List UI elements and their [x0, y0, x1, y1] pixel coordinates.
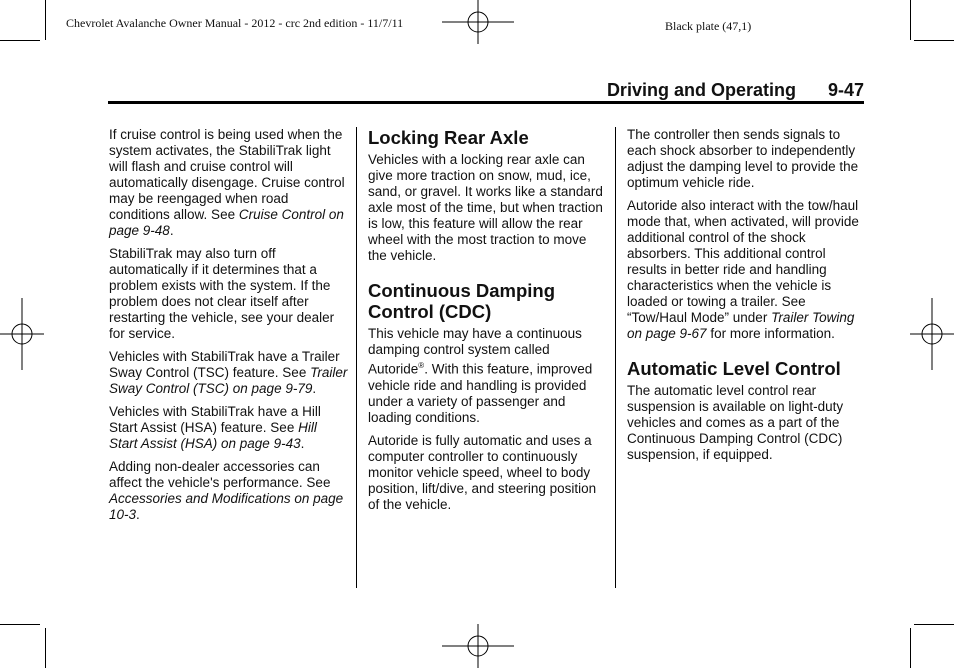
cross-reference: Cruise Control on page 9-48 — [109, 207, 344, 238]
heading-automatic-level-control: Automatic Level Control — [627, 358, 841, 379]
paragraph: This vehicle may have a continuous damping control system called Autoride®. With this feature, improved vehicle ride and handling is provided under a variety of passenger and loading conditions. — [368, 326, 593, 425]
crop-mark — [914, 624, 954, 625]
heading-locking-rear-axle: Locking Rear Axle — [368, 127, 529, 148]
paragraph: Adding non-dealer accessories can affect the vehicle's performance. See Accessories and Modifications on page 10-3. — [109, 459, 344, 522]
column-2 — [368, 127, 608, 520]
cross-reference: Trailer Towing on page 9-67 — [627, 310, 855, 341]
registration-mark — [910, 298, 954, 370]
paragraph: Vehicles with StabiliTrak have a Trailer Sway Control (TSC) feature. See Trailer Sway Control (TSC) on page 9-79. — [109, 349, 348, 396]
paragraph: Vehicles with a locking rear axle can give more traction on snow, mud, ice, sand, or gravel. It works like a standard axle most of the time, but when traction is low, this feature will allow the rear wheel with the most traction to move the vehicle. — [368, 152, 603, 263]
section-header — [500, 80, 864, 102]
paragraph: Autoride is fully automatic and uses a computer controller to continuously monitor vehicle speed, wheel to body position, lift/dive, and steering position of the vehicle. — [368, 432, 597, 512]
section-title: Driving and Operating — [606, 80, 796, 100]
crop-mark — [45, 0, 46, 40]
column-1 — [109, 127, 349, 530]
column-divider — [356, 127, 357, 588]
heading-continuous-damping-control: Continuous Damping Control (CDC) — [368, 280, 556, 322]
crop-mark — [910, 0, 911, 40]
paragraph: If cruise control is being used when the system activates, the StabiliTrak light will flash and cruise control will automatically disengage. Cruise control may be reengaged when road conditions allow. See Cruise Control on page 9-48. — [109, 127, 345, 238]
paragraph: Autoride also interact with the tow/haul mode that, when activated, will provide additional control of the shock absorbers. This additional control results in better ride and handling characteristics when the vehicle is loaded or towing a trailer. See “Tow/Haul Mode” under Trailer Towing on page 9-67 for more information. — [627, 198, 859, 341]
paragraph: Vehicles with StabiliTrak have a Hill Start Assist (HSA) feature. See Hill Start Assist (HSA) on page 9-43. — [109, 404, 321, 451]
registration-mark — [442, 0, 514, 44]
header-rule — [108, 101, 864, 104]
paragraph: The controller then sends signals to each shock absorber to independently adjust the damping level to provide the optimum vehicle ride. — [627, 127, 859, 190]
cross-reference: Trailer Sway Control (TSC) on page 9-79 — [109, 365, 348, 396]
crop-mark — [45, 628, 46, 668]
cross-reference: Hill Start Assist (HSA) on page 9-43 — [109, 420, 317, 451]
paragraph: The automatic level control rear suspension is available on light-duty vehicles and comes as a part of the Continuous Damping Control (CDC) suspension, if equipped. — [627, 383, 844, 462]
crop-mark — [914, 40, 954, 41]
column-divider — [615, 127, 616, 588]
cross-reference: Accessories and Modifications on page 10-3 — [109, 491, 344, 522]
crop-mark — [0, 624, 40, 625]
column-3 — [627, 127, 867, 470]
registration-mark — [0, 298, 44, 370]
crop-mark — [910, 628, 911, 668]
crop-mark — [0, 40, 40, 41]
manual-title: Chevrolet Avalanche Owner Manual - 2012 - crc 2nd edition - 11/7/11 — [66, 16, 404, 30]
registration-mark — [442, 624, 514, 668]
registered-mark: ® — [418, 361, 425, 370]
page-number: 9-47 — [827, 80, 864, 100]
plate-label: Black plate (47,1) — [665, 19, 752, 33]
paragraph: StabiliTrak may also turn off automatically if it determines that a problem exists with the system. If the problem does not clear itself after restarting the vehicle, see your dealer for service. — [109, 246, 335, 341]
